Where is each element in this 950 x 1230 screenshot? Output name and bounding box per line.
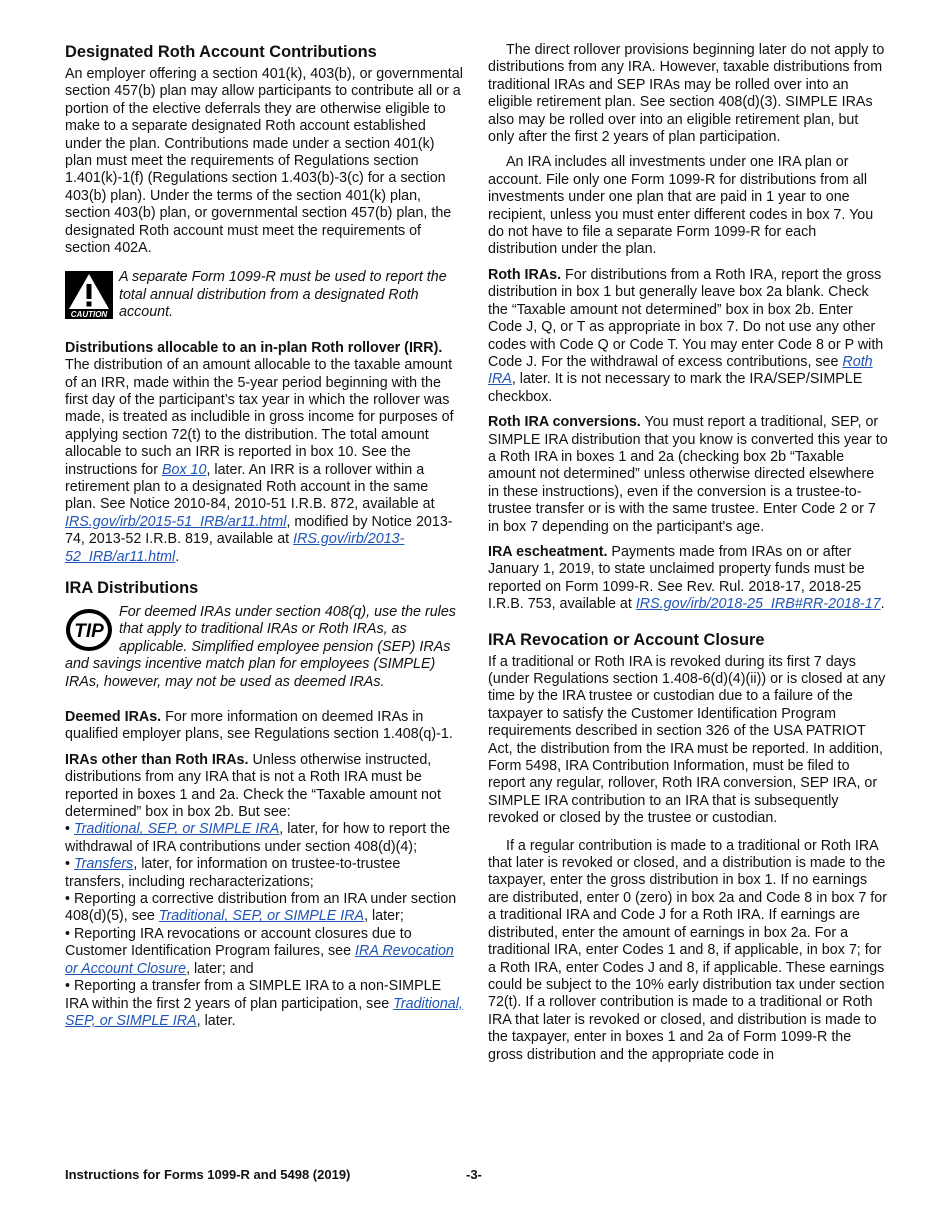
- link-irb-2018-25[interactable]: IRS.gov/irb/2018-25_IRB#RR-2018-17: [635, 596, 881, 613]
- paragraph-irr: [65, 340, 463, 566]
- deemed-heading: Deemed IRAs.: [65, 709, 162, 725]
- paragraph-deemed-iras: [65, 709, 463, 744]
- link-irb-2015-51[interactable]: IRS.gov/irb/2015-51_IRB/ar11.html: [65, 513, 287, 530]
- heading-designated-roth: Designated Roth Account Contributions: [65, 43, 377, 61]
- roth-heading: Roth IRAs.: [488, 266, 562, 283]
- escheatment-text-1: Payments made from IRAs on or after January 1, 2019, to state unclaimed property funds must be reported on Form 1099-R. See Rev. Rul. 2018-17, 2018-25 I.R.B. 753, available at: [488, 543, 865, 613]
- paragraph-roth-iras: [488, 267, 888, 406]
- bullet-3: • Reporting a corrective distribution from an IRA under section 408(d)(5), see Traditional, SEP, or SIMPLE IRA, later;: [65, 891, 457, 925]
- bullet-2: • Transfers, later, for information on trustee-to-trustee transfers, including recharacterizations;: [65, 856, 401, 890]
- right-column: [488, 42, 888, 1072]
- conversions-text: You must report a traditional, SEP, or SIMPLE IRA distribution that you know is converted this year to a Roth IRA in boxes 1 and 2a (checking box 2b “Taxable amount not determined” unless otherwise directed elsewhere in these instructions), even if the conversion is a trustee-to-trustee transfer or is with the same trustee. Enter Code 2 or 7 in box 7 depending on the participant's age.: [488, 414, 888, 535]
- link-ira-revocation[interactable]: IRA Revocation or Account Closure: [65, 943, 454, 977]
- bullet-2-text: , later, for information on trustee-to-trustee transfers, including recharacterizations;: [65, 856, 401, 890]
- paragraph-ira-investments: An IRA includes all investments under one IRA plan or account. File only one Form 1099-R for distributions from all investments under one plan that are paid in 1 year to one recipient, unless you must enter different codes in box 7. You do not have to file a separate Form 1099-R for each distribution under the plan.: [488, 154, 874, 258]
- irr-text-3: , modified by Notice 2013-74, 2013-52 I.R.B. 819, available at: [65, 513, 453, 548]
- bullet-1-text: , later, for how to report the withdrawal of IRA contributions under section 408(d)(4);: [65, 821, 451, 855]
- footer-page-number: -3-: [466, 1167, 482, 1182]
- irr-heading: Distributions allocable to an in-plan Roth rollover (IRR).: [65, 339, 443, 356]
- link-transfers[interactable]: Transfers: [73, 856, 134, 873]
- escheatment-heading: IRA escheatment.: [488, 543, 608, 560]
- bullet-3-text: Reporting a corrective distribution from an IRA under section 408(d)(5), see: [65, 891, 457, 925]
- paragraph-designated-roth: An employer offering a section 401(k), 403(b), or governmental section 457(b) plan may allow participants to contribute all or a portion of the elective deferrals they are otherwise eligible to make to a separate designated Roth account established under the plan. Contributions made under a section 401(k) plan must meet the requirements of Regulations section 1.401(k)-1(f) (Regulations section 1.403(b)-3(c) for a section 403(b) plan). Under the terms of the section 401(k) plan, section 403(b) plan, or governmental section 457(b) plan, the designated Roth account must meet the requirements of section 402A.: [65, 66, 463, 257]
- bullet-3-text-2: , later;: [364, 908, 404, 925]
- heading-ira-distributions: IRA Distributions: [65, 578, 199, 597]
- paragraph-revocation-2: If a regular contribution is made to a traditional or Roth IRA that later is revoked or closed, and a distribution is made to the taxpayer, enter the gross distribution in box 1. If no earnings are distributed, enter 0 (zero) in box 2a and Code 8 in box 7 for a traditional IRA and Code J for a Roth IRA. If earnings are distributed, enter the amount of earnings in box 2a. For a traditional IRA, enter Codes 1 and 8, if applicable, in box 7; for a Roth IRA, enter Codes J and 8, if applicable. These earnings could be subject to the 10% early distribution tax under section 72(t). If a rollover contribution is made to a traditional or Roth IRA that later is revoked or closed, and distribution is made to the taxpayer, enter in boxes 1 and 2a of Form 1099-R the gross distribution and the appropriate code in: [488, 837, 887, 1063]
- link-irb-2013-52[interactable]: IRS.gov/irb/2013-52_IRB/ar11.html: [65, 531, 405, 565]
- caution-icon: [65, 271, 113, 319]
- bullet-4: • Reporting IRA revocations or account closures due to Customer Identification Program failures, see IRA Revocation or Account Closure, later; and: [65, 925, 454, 977]
- tip-label: TIP: [74, 620, 104, 642]
- footer-form-title: Instructions for Forms 1099-R and 5498 (2019): [65, 1167, 351, 1182]
- roth-text-2: , later. It is not necessary to mark the IRA/SEP/SIMPLE checkbox.: [488, 371, 863, 405]
- roth-text-1: For distributions from a Roth IRA, report the gross distribution in box 1 but generally leave box 2a blank. Check the “Taxable amount not determined” box in box 2b. Enter Code J, Q, or T as appropriate in box 7. Do not use any other codes with Code Q or Code T. You may enter Code 8 or P with Code J. For the withdrawal of excess contributions, see: [488, 266, 884, 370]
- paragraph-roth-conversions: [488, 414, 888, 536]
- other-text: Unless otherwise instructed, distributions from any IRA that is not a Roth IRA must be reported in boxes 1 and 2a. Check the “Taxable amount not determined” box in box 2b. But see:: [65, 751, 441, 821]
- bullet-4-text-2: , later; and: [186, 960, 254, 977]
- irr-text-4: .: [175, 548, 180, 565]
- conversions-heading: Roth IRA conversions.: [488, 414, 641, 431]
- link-traditional-sep-simple-2[interactable]: Traditional, SEP, or SIMPLE IRA: [158, 908, 365, 925]
- other-heading: IRAs other than Roth IRAs.: [65, 751, 249, 768]
- heading-ira-revocation: IRA Revocation or Account Closure: [488, 630, 765, 649]
- bullet-5-text-2: , later.: [196, 1012, 236, 1029]
- caution-note: [65, 269, 463, 321]
- bullet-5-text: Reporting a transfer from a SIMPLE IRA to a non-SIMPLE IRA within the first 2 years of plan participation, see: [65, 978, 442, 1012]
- link-traditional-sep-simple-1[interactable]: Traditional, SEP, or SIMPLE IRA: [73, 821, 280, 838]
- bullet-5: • Reporting a transfer from a SIMPLE IRA to a non-SIMPLE IRA within the first 2 years of plan participation, see Traditional, SEP, or SIMPLE IRA, later.: [65, 978, 463, 1029]
- bullet-4-text: Reporting IRA revocations or account closures due to Customer Identification Program failures, see: [65, 925, 412, 960]
- irr-text-1: The distribution of an amount allocable to the taxable amount of an IRR, made within the 5-year period beginning with the first day of the participant’s tax year in which the rollover was made, is treated as includible in gross income for purposes of applying section 72(t) to the distribution. The total amount allocable to such an IRR is reported in box 10. See the instructions for: [65, 357, 454, 478]
- paragraph-direct-rollover: The direct rollover provisions beginning later do not apply to distributions from any IRA. However, taxable distributions from traditional IRAs and SEP IRAs may be rolled over into an eligible retirement plan. See section 408(d)(3). SIMPLE IRAs also may be rolled over into an eligible retirement plan, but only after the first 2 years of plan participation.: [488, 42, 885, 146]
- irr-text-2: , later. An IRR is a rollover within a retirement plan to a designated Roth account in the same plan. See Notice 2010-84, 2010-51 I.R.B. 872, available at: [65, 461, 435, 513]
- deemed-text: For more information on deemed IRAs in qualified employer plans, see Regulations section 1.408(q)-1.: [65, 709, 453, 743]
- link-box-10[interactable]: Box 10: [161, 461, 207, 478]
- caution-label: CAUTION: [70, 310, 108, 320]
- paragraph-revocation-1: If a traditional or Roth IRA is revoked during its first 7 days (under Regulations section 1.408-6(d)(4)(ii)) or is closed at any time by the IRA trustee or custodian due to a failure of the taxpayer to satisfy the Customer Identification Program requirements described in section 326 of the USA PATRIOT Act, the distribution from the IRA must be reported. In addition, Form 5498, IRA Contribution Information, must be filed to report any regular, rollover, Roth IRA conversion, SEP IRA, or SIMPLE IRA contribution to an IRA that is subsequently revoked or closed by the trustee or custodian.: [488, 653, 886, 827]
- bullet-1: • Traditional, SEP, or SIMPLE IRA, later, for how to report the withdrawal of IRA contributions under section 408(d)(4);: [65, 821, 451, 855]
- link-traditional-sep-simple-3[interactable]: Traditional, SEP, or SIMPLE IRA: [65, 995, 463, 1029]
- tip-icon: [65, 606, 113, 654]
- caution-text: A separate Form 1099-R must be used to report the total annual distribution from a designated Roth account.: [119, 269, 447, 321]
- escheatment-text-2: .: [880, 596, 885, 613]
- paragraph-other-iras: [65, 752, 463, 822]
- left-column: [65, 42, 463, 1030]
- paragraph-ira-escheatment: [488, 544, 888, 614]
- tip-note: [65, 604, 463, 691]
- link-roth-ira[interactable]: Roth IRA: [488, 353, 873, 388]
- tip-text: For deemed IRAs under section 408(q), use the rules that apply to traditional IRAs or Roth IRAs, as applicable. Simplified employee pension (SEP) IRAs and savings incentive match plan for employees (SIMPLE) IRAs, however, may not be used as deemed IRAs.: [65, 603, 456, 690]
